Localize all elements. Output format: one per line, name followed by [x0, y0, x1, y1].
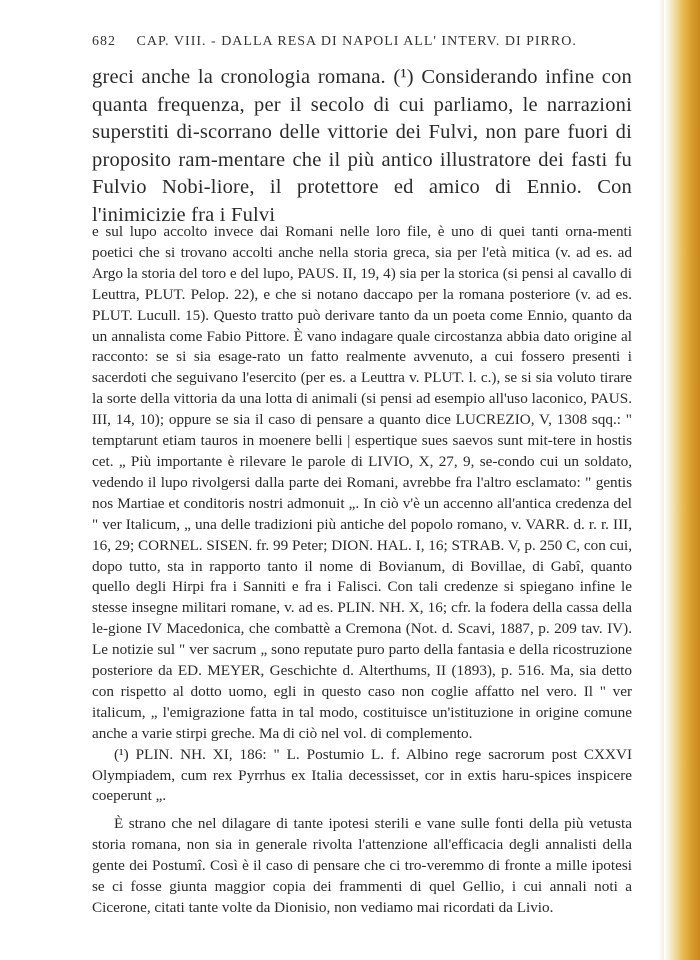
footnote-continuation: e sul lupo accolto invece dai Romani nelle loro file, è uno di quei tanti orna-menti poetici che si trovano accolti anche nella storia greca, sia per l'età mitica (v. ad es. ad Argo la storia del toro e del lupo, PAUS. II, 19, 4) sia per la storica (si pensi al cavallo di Leuttra, PLUT. Pelop. 22), e che si notano daccapo per la romana posteriore (v. ad es. PLUT. Lucull. 15). Questo tratto può derivare tanto da un poeta come Ennio, quanto da un annalista come Fabio Pittore. È vano indagare quale circostanza abbia dato origine al racconto: se si sia esage-rato un fatto realmente avvenuto, a cui fossero presenti i sacerdoti che seguivano l'esercito (per es. a Leuttra v. PLUT. l. c.), se si sia voluto tirare la sorte della vittoria da una lotta di animali (si pensi ad esempio all'uso laconico, PAUS. III, 14, 10); oppure se sia il caso di pensare a quanto dice LUCREZIO, V, 1308 sqq.: " temptarunt etiam tauros in moenere belli | espertique sues saevos sunt mit-tere in hostis cet. „ Più importante è rilevare le parole di LIVIO, X, 27, 9, se-condo cui un soldato, vedendo il lupo rivolgersi dalla parte dei Romani, avrebbe fra l'altro esclamato: " gentis nos Martiae et conditoris nostri admonuit „. In ciò v'è un accenno all'antica credenza del " ver Italicum, „ una delle tradizioni più antiche del popolo romano, v. VARR. d. r. r. III, 16, 29; CORNEL. SISEN. fr. 99 Peter; DION. HAL. I, 16; STRAB. V, p. 250 C, con cui, dopo tutto, sta in rapporto tanto il nome di Bovianum, di Bovillae, di Gabî, quanto quello degli Hirpi fra i Sanniti e fra i Falisci. Con tali credenze si spiegano infine le stesse insegne militari romane, v. ad es. PLIN. NH. X, 16; cfr. la fodera della cassa della le-gione IV Macedonica, che combattè a Cremona (Not. d. Scavi, 1887, p. 209 tav. IV). Le notizie sul " ver sacrum „ sono reputate puro parto della fantasia e della ricostruzione posteriore da ED. MEYER, Geschichte d. Alterthums, II (1893), p. 516. Ma, sia detto con rispetto al dotto uomo, egli in questo caso non coglie affatto nel vero. Il " ver italicum, „ l'emigrazione fatta in tal modo, costituisce un'istituzione in origine comune anche a varie stirpi greche. Ma di ciò nel vol. di complemento. [92, 223, 632, 742]
page-edge [664, 0, 700, 960]
body-paragraph-2 [92, 813, 632, 918]
running-header [92, 34, 612, 50]
paragraph-2: È strano che nel dilagare di tante ipotesi sterili e vane sulle fonti della più vetusta storia romana, non sia in generale rivolta l'attenzione all'efficacia degli annalisti della gente dei Postumî. Così è il caso di pensare che ci tro-veremmo di fronte a mille ipotesi se ci fosse giunta maggior copia dei frammenti di quel Gellio, i cui annali noti a Cicerone, citati tante volte da Dionisio, non vediamo mai ricordati da Livio. [92, 815, 632, 916]
main-paragraph: greci anche la cronologia romana. (¹) Considerando infine con quanta frequenza, per il secolo di cui parliamo, le narrazioni superstiti di-scorrano delle vittorie dei Fulvi, non pare fuori di proposito ram-mentare che il più antico illustratore dei fasti fu Fulvio Nobi-liore, il protettore ed amico di Ennio. Con l'inimicizie fra i Fulvi [92, 66, 632, 226]
running-title: CAP. VIII. - DALLA RESA DI NAPOLI ALL' INTERV. DI PIRRO. [136, 34, 577, 49]
main-text-block [92, 64, 632, 229]
page-number: 682 [92, 34, 116, 49]
footnote-1: (¹) PLIN. NH. XI, 186: " L. Postumio L. f. Albino rege sacrorum post CXXVI Olympiadem, cum rex Pyrrhus ex Italia decessisset, cor in extis haru-spices inspicere coeperunt „. [92, 745, 632, 805]
footnotes [92, 222, 632, 807]
